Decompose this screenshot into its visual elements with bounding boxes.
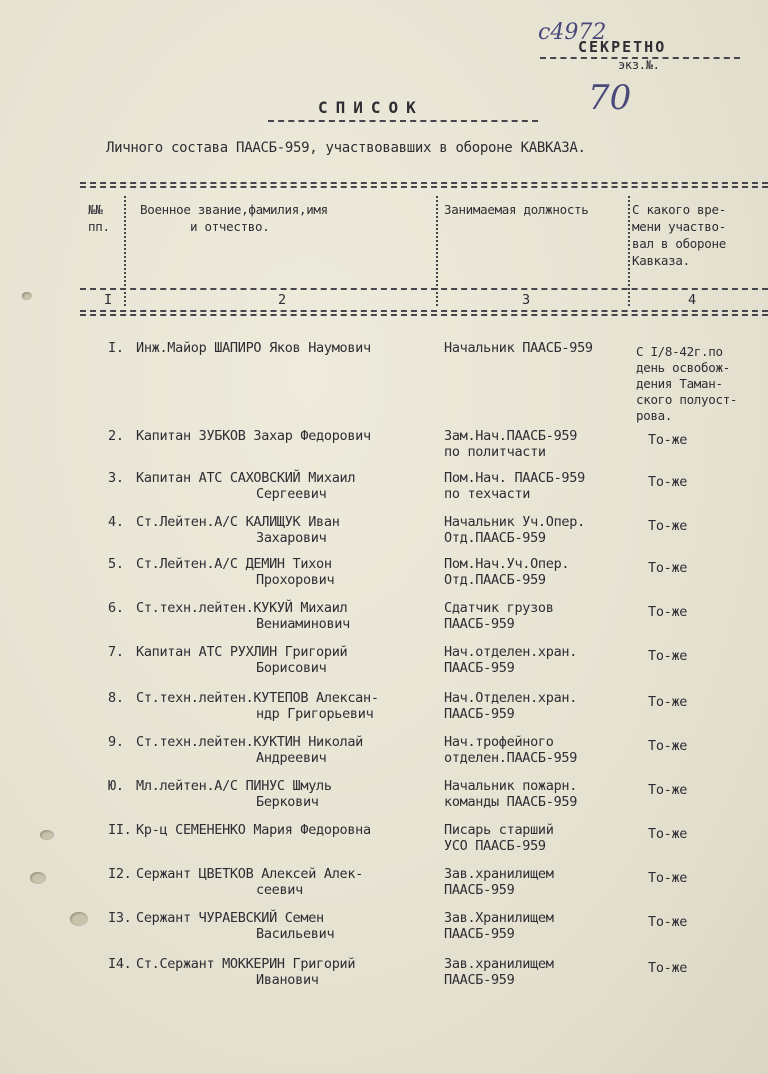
column-header-line: Кавказа. <box>632 253 690 268</box>
position-text: Зав.хранилищем <box>444 956 554 972</box>
column-number: I <box>104 292 112 308</box>
column-header-line: №№ <box>88 202 103 217</box>
person-name: Иванович <box>256 972 319 988</box>
position-text: УСО ПААСБ-959 <box>444 838 546 854</box>
column-divider <box>628 196 630 306</box>
row-number: 3. <box>108 470 124 486</box>
position-text: Начальник ПААСБ-959 <box>444 340 593 356</box>
person-name: Прохорович <box>256 572 335 588</box>
service-start: То-же <box>648 870 688 886</box>
column-header-line: пп. <box>88 219 110 234</box>
numbers-bottom-rule <box>80 310 768 312</box>
punch-hole <box>70 912 88 926</box>
column-header-line: и отчество. <box>190 219 270 234</box>
position-text: Зав.Хранилищем <box>444 910 554 926</box>
position-text: Сдатчик грузов <box>444 600 554 616</box>
person-name: Вениаминович <box>256 616 350 632</box>
classification-stamp: СЕКРЕТНО <box>578 38 667 56</box>
position-text: ПААСБ-959 <box>444 926 515 942</box>
copy-label: экз.№. <box>618 58 660 72</box>
person-name: Капитан ЗУБКОВ Захар Федорович <box>136 428 371 444</box>
position-text: Писарь старший <box>444 822 554 838</box>
row-number: 6. <box>108 600 124 616</box>
column-divider <box>436 196 438 306</box>
person-name: Ст.техн.лейтен.КУКТИН Николай <box>136 734 364 750</box>
person-name: Кр-ц СЕМЕНЕНКО Мария Федоровна <box>136 822 371 838</box>
position-text: Нач.отделен.хран. <box>444 644 578 660</box>
punch-hole <box>40 830 54 840</box>
person-name: Ст.Лейтен.А/С КАЛИЩУК Иван <box>136 514 340 530</box>
column-header-line: мени участво- <box>632 219 726 234</box>
position-text: ПААСБ-959 <box>444 616 515 632</box>
header-bottom-rule <box>80 288 768 290</box>
person-name: Ст.техн.лейтен.КУКУЙ Михаил <box>136 600 348 616</box>
person-name: Ст.Сержант МОККЕРИН Григорий <box>136 956 356 972</box>
service-start: день освобож- <box>636 360 730 375</box>
position-text: по техчасти <box>444 486 531 502</box>
punch-hole <box>22 292 32 300</box>
position-text: Отд.ПААСБ-959 <box>444 572 546 588</box>
column-number: 2 <box>278 292 286 308</box>
person-name: Васильевич <box>256 926 335 942</box>
service-start: То-же <box>648 694 688 710</box>
service-start: То-же <box>648 432 688 448</box>
person-name: ндр Григорьевич <box>256 706 374 722</box>
person-name: Сержант ЦВЕТКОВ Алексей Алек- <box>136 866 364 882</box>
service-start: ского полуост- <box>636 392 738 407</box>
position-text: по политчасти <box>444 444 546 460</box>
service-start: То-же <box>648 648 688 664</box>
position-text: ПААСБ-959 <box>444 706 515 722</box>
position-text: Начальник пожарн. <box>444 778 578 794</box>
person-name: Мл.лейтен.А/С ПИНУС Шмуль <box>136 778 332 794</box>
row-number: I. <box>108 340 124 356</box>
position-text: ПААСБ-959 <box>444 972 515 988</box>
service-start: рова. <box>636 408 673 423</box>
person-name: Борисович <box>256 660 327 676</box>
column-header-line: С какого вре- <box>632 202 726 217</box>
position-text: команды ПААСБ-959 <box>444 794 578 810</box>
column-header-line: Военное звание,фамилия,имя <box>140 202 328 217</box>
row-number: 4. <box>108 514 124 530</box>
handwritten-number: с4972 <box>538 20 607 45</box>
document-subtitle: Личного состава ПААСБ-959, участвовавших в обороне КАВКАЗА. <box>106 140 586 156</box>
document-title: СПИСОК <box>318 98 424 117</box>
position-text: Пом.Нач.Уч.Опер. <box>444 556 570 572</box>
service-start: То-же <box>648 604 688 620</box>
row-number: I3. <box>108 910 132 926</box>
row-number: 7. <box>108 644 124 660</box>
service-start: То-же <box>648 518 688 534</box>
position-text: Нач.трофейного <box>444 734 554 750</box>
position-text: Отд.ПААСБ-959 <box>444 530 546 546</box>
service-start: То-же <box>648 782 688 798</box>
person-name: Капитан АТС РУХЛИН Григорий <box>136 644 348 660</box>
row-number: I2. <box>108 866 132 882</box>
person-name: Капитан АТС САХОВСКИЙ Михаил <box>136 470 356 486</box>
row-number: 8. <box>108 690 124 706</box>
position-text: Нач.Отделен.хран. <box>444 690 578 706</box>
person-name: Ст.Лейтен.А/С ДЕМИН Тихон <box>136 556 332 572</box>
service-start: То-же <box>648 738 688 754</box>
service-start: То-же <box>648 474 688 490</box>
person-name: Захарович <box>256 530 327 546</box>
column-divider <box>124 196 126 306</box>
row-number: 2. <box>108 428 124 444</box>
person-name: Ст.техн.лейтен.КУТЕПОВ Алексан- <box>136 690 379 706</box>
person-name: Андреевич <box>256 750 327 766</box>
person-name: сеевич <box>256 882 303 898</box>
person-name: Сержант ЧУРАЕВСКИЙ Семен <box>136 910 324 926</box>
column-header-line: Занимаемая должность <box>444 202 589 217</box>
column-number: 4 <box>688 292 696 308</box>
row-number: 5. <box>108 556 124 572</box>
row-number: I4. <box>108 956 132 972</box>
numbers-bottom-rule-2 <box>80 314 768 316</box>
position-text: отделен.ПААСБ-959 <box>444 750 578 766</box>
table-top-rule-2 <box>80 186 768 188</box>
row-number: 9. <box>108 734 124 750</box>
service-start: То-же <box>648 826 688 842</box>
column-number: 3 <box>522 292 530 308</box>
position-text: Пом.Нач. ПААСБ-959 <box>444 470 585 486</box>
row-number: Ю. <box>108 778 124 794</box>
service-start: То-же <box>648 560 688 576</box>
service-start: То-же <box>648 914 688 930</box>
position-text: ПААСБ-959 <box>444 660 515 676</box>
position-text: Начальник Уч.Опер. <box>444 514 585 530</box>
punch-hole <box>30 872 46 884</box>
table-top-rule <box>80 182 768 184</box>
title-underline <box>268 120 538 122</box>
position-text: Зав.хранилищем <box>444 866 554 882</box>
row-number: II. <box>108 822 132 838</box>
service-start: С I/8-42г.по <box>636 344 723 359</box>
folio-number: 70 <box>588 78 632 118</box>
column-header-line: вал в обороне <box>632 236 726 251</box>
position-text: Зам.Нач.ПААСБ-959 <box>444 428 578 444</box>
position-text: ПААСБ-959 <box>444 882 515 898</box>
person-name: Сергеевич <box>256 486 327 502</box>
person-name: Беркович <box>256 794 319 810</box>
person-name: Инж.Майор ШАПИРО Яков Наумович <box>136 340 371 356</box>
service-start: дения Таман- <box>636 376 723 391</box>
service-start: То-же <box>648 960 688 976</box>
